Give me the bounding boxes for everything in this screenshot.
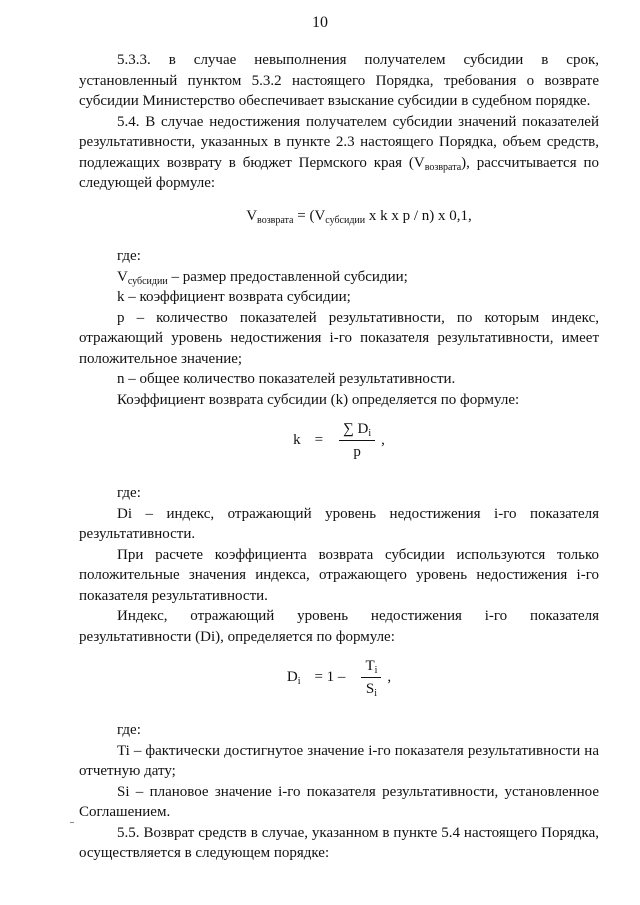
definition-ti: Ti – фактически достигнутое значение i-го показателя результативности на отчетную дату;	[79, 742, 599, 779]
formula-subsidy-subscript: субсидии	[325, 214, 366, 226]
document-body	[79, 50, 599, 864]
paragraph-5-4	[79, 112, 599, 194]
formula-di-numerator: $T_i$	[361, 657, 381, 678]
formula-di-tail: ,	[387, 669, 392, 686]
paragraph-5-3-3: 5.3.3. в случае невыполнения получателем субсидии в срок, установленный пунктом 5.3.2 настоящего Порядка, требования о возврате субсидии Министерство обеспечивает взыскание субсидии в судебном порядке.	[79, 52, 599, 109]
formula-k-fraction	[339, 420, 375, 461]
formula-di-denominator: $S_i$	[365, 681, 377, 699]
v-return-subscript: возврата	[424, 161, 462, 173]
formula-v-subscript: возврата	[257, 214, 294, 226]
def-v-symbol: V	[117, 268, 128, 285]
formula-v-return	[79, 206, 599, 227]
paragraph-calculation: При расчете коэффициента возврата субсидии используются только положительные значения индекса, отражающего уровень недостижения i-го показателя результативности.	[79, 546, 599, 604]
def-v-text: – размер предоставленной субсидии;	[167, 268, 408, 285]
where-label-2: где:	[117, 485, 141, 501]
paragraph-coefficient: Коэффициент возврата субсидии (k) определяется по формуле:	[117, 391, 520, 408]
definition-k: k – коэффициент возврата субсидии;	[117, 289, 351, 305]
formula-k-numerator: ∑ $D_i$	[339, 420, 375, 441]
scan-mark	[70, 822, 74, 823]
paragraph-index: Индекс, отражающий уровень недостижения i-го показателя результативности (Di), определяется по формуле:	[79, 608, 599, 645]
where-label-1: где:	[117, 248, 141, 264]
page-number: 10	[312, 14, 328, 31]
formula-di-equals: = 1 –	[314, 669, 346, 686]
formula-rest: x k x p / n) x 0,1,	[365, 207, 472, 224]
def-v-subscript: субсидии	[127, 275, 168, 287]
where-label-3: где:	[117, 722, 141, 738]
paragraph-5-4-text: 5.4. В случае недостижения получателем субсидии значений показателей результативности, указанных в пункте 2.3 настоящего Порядка, объем средств, подлежащих возврату в бюджет Пермского края (V	[79, 113, 599, 171]
definition-p: p – количество показателей результативности, по которым индекс, отражающий уровень недостижения i-го показателя результативности, имеет положительное значение;	[79, 309, 599, 367]
formula-di-lhs: $D_i$	[286, 669, 301, 688]
formula-k-denominator: p	[353, 444, 361, 460]
formula-di	[79, 657, 599, 698]
formula-k-equals: =	[314, 432, 324, 449]
paragraph-5-4-end: ), рассчитывается по следующей формуле:	[79, 154, 599, 191]
formula-k-lhs: k	[293, 432, 301, 449]
formula-k-tail: ,	[381, 432, 385, 449]
definition-n: n – общее количество показателей результативности.	[117, 371, 456, 387]
formula-k	[79, 420, 599, 461]
paragraph-5-5: 5.5. Возврат средств в случае, указанном в пункте 5.4 настоящего Порядка, осуществляется в следующем порядке:	[79, 824, 599, 861]
definition-si: Si – плановое значение i-го показателя результативности, установленное Соглашением.	[79, 783, 599, 820]
formula-mid: = (V	[293, 207, 326, 224]
definition-v-subsidy	[79, 267, 599, 288]
formula-v-symbol: V	[246, 207, 258, 224]
formula-di-fraction	[361, 657, 381, 698]
definition-di: Di – индекс, отражающий уровень недостижения i-го показателя результативности.	[79, 505, 599, 542]
